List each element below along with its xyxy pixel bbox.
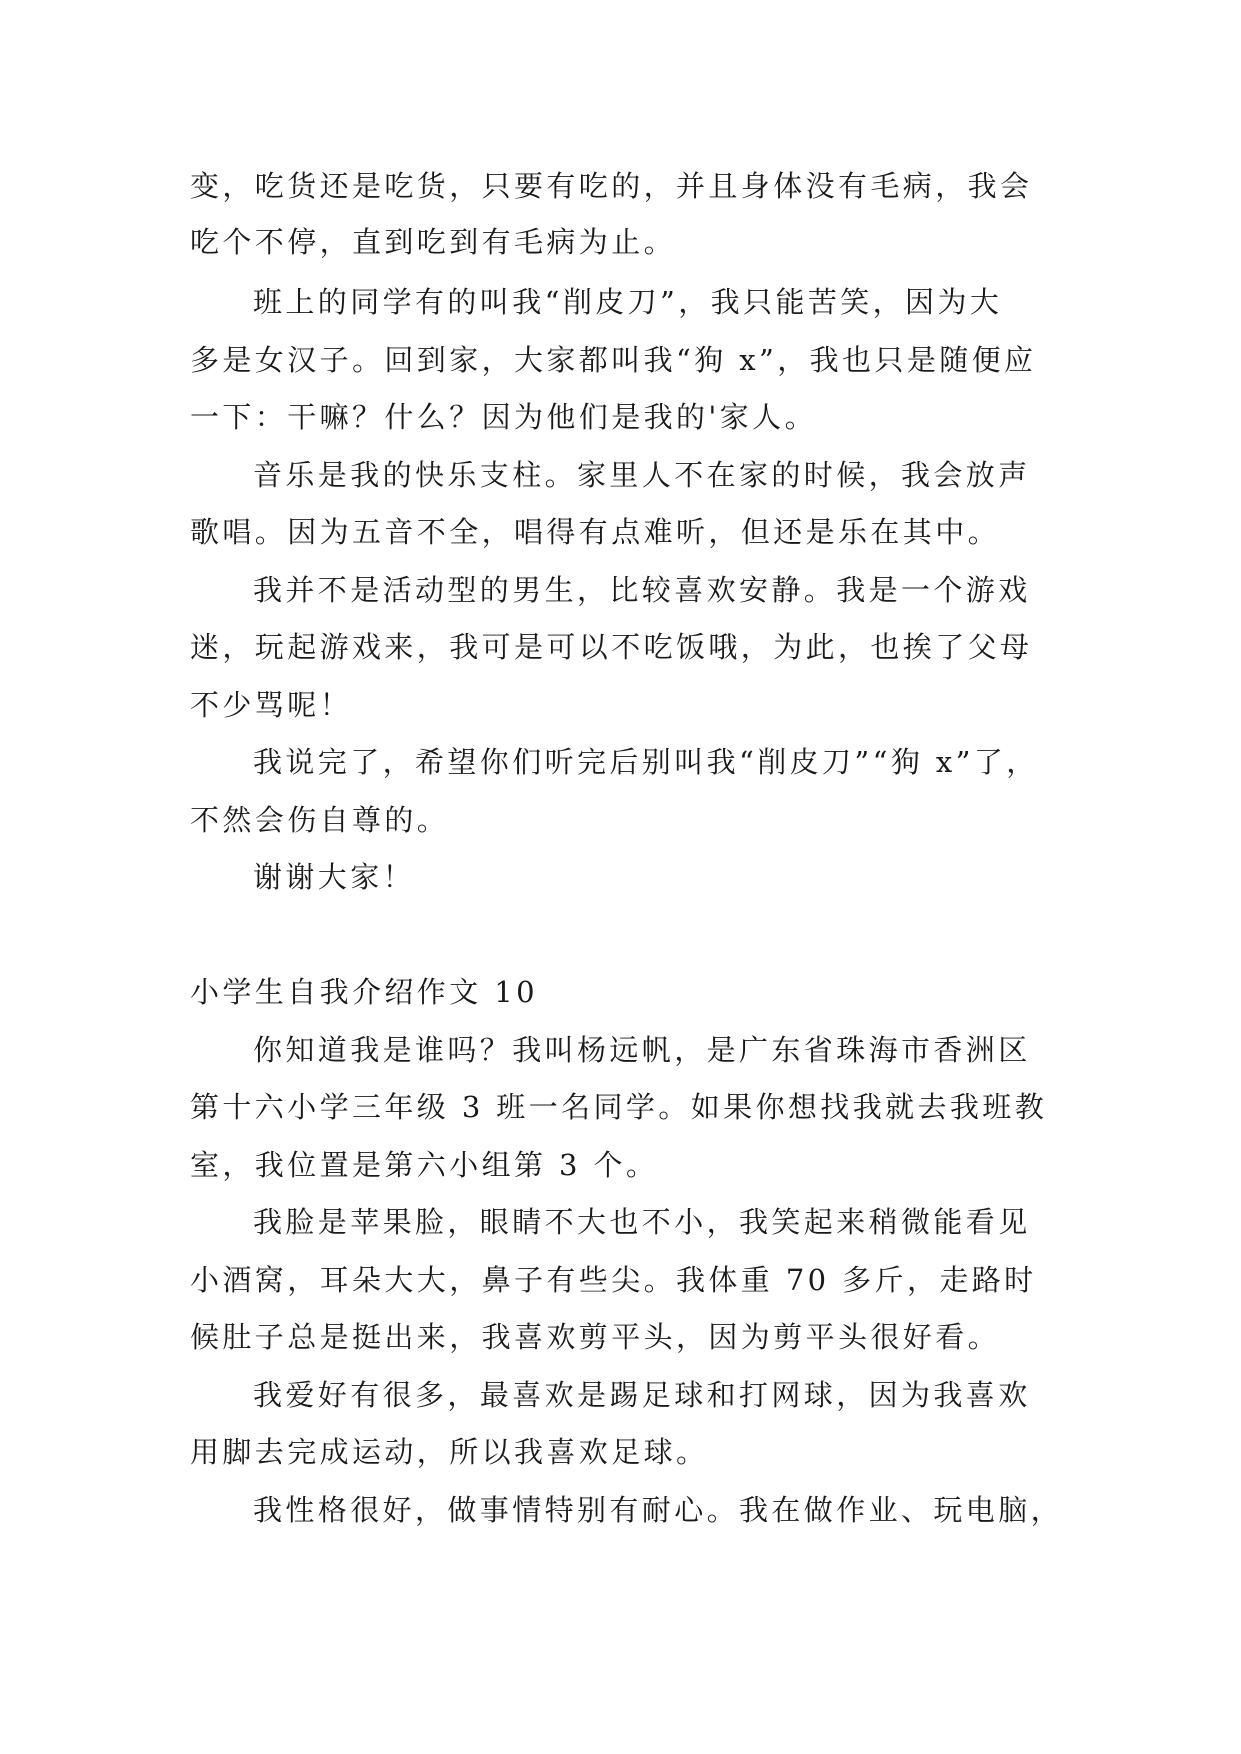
- text-line: 我脸是苹果脸，眼睛不大也不小，我笑起来稍微能看见: [253, 1205, 1031, 1239]
- text-line: 我并不是活动型的男生，比较喜欢安静。我是一个游戏: [253, 573, 1031, 607]
- text-line: 我性格很好，做事情特别有耐心。我在做作业、玩电脑，: [253, 1493, 1064, 1527]
- text-line: 候肚子总是挺出来，我喜欢剪平头，因为剪平头很好看。: [190, 1320, 1001, 1354]
- text-line: 你知道我是谁吗？我叫杨远帆，是广东省珠海市香洲区: [253, 1033, 1031, 1067]
- text-line: 一下：干嘛？什么？因为他们是我的'家人。: [190, 400, 817, 434]
- text-line: 变，吃货还是吃货，只要有吃的，并且身体没有毛病，我会: [190, 169, 1033, 203]
- text-line: 迷，玩起游戏来，我可是可以不吃饭哦，为此，也挨了父母: [190, 630, 1033, 664]
- text-line: 多是女汉子。回到家，大家都叫我“狗 x”，我也只是随便应: [190, 343, 1037, 377]
- text-line: 室，我位置是第六小组第 3 个。: [190, 1148, 659, 1182]
- text-line: 不然会伤自尊的。: [190, 803, 450, 837]
- text-line: 音乐是我的快乐支柱。家里人不在家的时候，我会放声: [253, 458, 1031, 492]
- text-line: 班上的同学有的叫我“削皮刀”，我只能苦笑，因为大: [253, 285, 1003, 319]
- text-line: 不少骂呢！: [190, 688, 353, 722]
- text-line: 谢谢大家！: [253, 860, 416, 894]
- text-line: 我说完了，希望你们听完后别叫我“削皮刀”“狗 x”了，: [253, 745, 1039, 779]
- text-line: 歌唱。因为五音不全，唱得有点难听，但还是乐在其中。: [190, 515, 1001, 549]
- text-line: 我爱好有很多，最喜欢是踢足球和打网球，因为我喜欢: [253, 1378, 1031, 1412]
- essay-title: 小学生自我介绍作文 10: [190, 975, 538, 1009]
- text-line: 第十六小学三年级 3 班一名同学。如果你想找我就去我班教: [190, 1090, 1048, 1124]
- text-line: 吃个不停，直到吃到有毛病为止。: [190, 225, 677, 259]
- text-line: 小酒窝，耳朵大大，鼻子有些尖。我体重 70 多斤，走路时: [190, 1263, 1037, 1297]
- text-line: 用脚去完成运动，所以我喜欢足球。: [190, 1435, 709, 1469]
